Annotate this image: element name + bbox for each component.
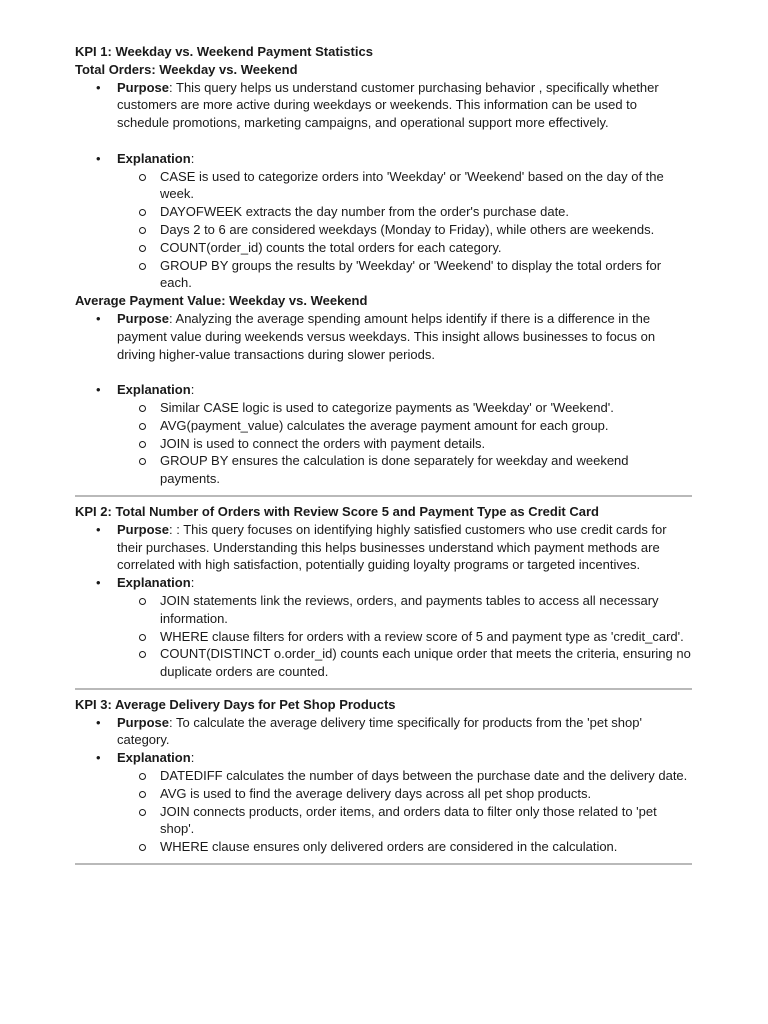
list-item	[117, 221, 692, 239]
document-content	[75, 43, 692, 871]
circle-bullet-icon	[139, 844, 146, 851]
kpi1-average-explanation-list	[75, 381, 692, 488]
circle-bullet-icon	[139, 598, 146, 605]
bullet-icon: •	[96, 310, 101, 326]
list-item-text: CASE is used to categorize orders into 'Weekday' or 'Weekend' based on the day of the week.	[160, 168, 664, 202]
bullet-icon: •	[96, 150, 101, 166]
purpose-text: : To calculate the average delivery time specifically for products from the 'pet shop' category.	[117, 714, 642, 748]
purpose-label: Purpose	[117, 714, 170, 730]
list-item-text: AVG(payment_value) calculates the average payment amount for each group.	[160, 417, 609, 433]
circle-bullet-icon	[139, 791, 146, 798]
circle-bullet-icon	[139, 209, 146, 216]
kpi2-title: KPI 2: Total Number of Orders with Review Score 5 and Payment Type as Credit Card	[75, 503, 599, 519]
kpi3-purpose	[75, 714, 692, 750]
section-divider	[75, 495, 692, 497]
kpi1-title: KPI 1: Weekday vs. Weekend Payment Statistics	[75, 44, 373, 59]
list-item	[117, 399, 692, 417]
kpi1-total-explanation	[75, 150, 692, 292]
kpi2-list	[75, 521, 692, 681]
circle-bullet-icon	[139, 405, 146, 412]
kpi1-total-sublist	[117, 168, 692, 293]
kpi3-sublist	[117, 767, 692, 856]
kpi1-total-heading: Total Orders: Weekday vs. Weekend	[75, 61, 298, 77]
explanation-label: Explanation	[117, 750, 191, 766]
list-item-text: Days 2 to 6 are considered weekdays (Monday to Friday), while others are weekends.	[160, 221, 655, 237]
explanation-colon: :	[190, 382, 195, 398]
list-item-text: WHERE clause ensures only delivered orders are considered in the calculation.	[160, 839, 618, 855]
bullet-icon: •	[96, 714, 101, 730]
section-divider	[75, 688, 692, 690]
kpi1-average-heading: Average Payment Value: Weekday vs. Weekend	[75, 293, 368, 309]
kpi2-explanation	[75, 574, 692, 681]
list-item	[117, 592, 692, 628]
circle-bullet-icon	[139, 245, 146, 252]
list-item	[117, 168, 692, 204]
purpose-label: Purpose	[117, 521, 170, 537]
kpi1-average-list	[75, 310, 692, 363]
purpose-text: : This query helps us understand customer purchasing behavior , specifically whether customers are more active during weekdays or weekends. This information can be used to schedule promotions, marketing campaigns, and operational support more effectively.	[117, 79, 659, 131]
list-item	[117, 838, 692, 856]
bullet-icon: •	[96, 750, 101, 766]
list-item	[117, 645, 692, 681]
purpose-label: Purpose	[117, 79, 170, 95]
kpi1-average-explanation	[75, 381, 692, 488]
circle-bullet-icon	[139, 651, 146, 658]
explanation-colon: :	[190, 750, 195, 766]
list-item	[117, 767, 692, 785]
list-item-text: AVG is used to find the average delivery days across all pet shop products.	[160, 785, 592, 801]
purpose-text: : Analyzing the average spending amount helps identify if there is a difference in the payment value during weekends versus weekdays. This insight allows businesses to focus on driving higher-value transactions during slower periods.	[117, 310, 656, 362]
explanation-label: Explanation	[117, 150, 191, 166]
list-item-text: JOIN connects products, order items, and orders data to filter only those related to 'pet shop'.	[160, 803, 657, 837]
kpi3-section	[75, 696, 692, 856]
kpi3-title: KPI 3: Average Delivery Days for Pet Shop Products	[75, 696, 396, 712]
circle-bullet-icon	[139, 227, 146, 234]
list-item-text: Similar CASE logic is used to categorize payments as 'Weekday' or 'Weekend'.	[160, 399, 614, 415]
spacer	[75, 363, 692, 381]
bullet-icon: •	[96, 382, 101, 398]
list-item	[117, 203, 692, 221]
kpi1-total-explanation-list	[75, 150, 692, 292]
list-item-text: GROUP BY groups the results by 'Weekday' or 'Weekend' to display the total orders for each.	[160, 257, 662, 291]
list-item-text: DAYOFWEEK extracts the day number from the order's purchase date.	[160, 204, 570, 220]
list-item-text: JOIN is used to connect the orders with payment details.	[160, 435, 486, 451]
bullet-icon: •	[96, 521, 101, 537]
kpi1-section	[75, 43, 692, 488]
spacer	[75, 132, 692, 150]
circle-bullet-icon	[139, 174, 146, 181]
circle-bullet-icon	[139, 423, 146, 430]
list-item	[117, 417, 692, 435]
purpose-label: Purpose	[117, 310, 170, 326]
kpi1-total-purpose	[75, 79, 692, 132]
purpose-text: : : This query focuses on identifying highly satisfied customers who use credit cards for their purchases. Understanding this helps businesses understand which payment methods are correlated with high satisfaction, potentially guiding loyalty programs or targeted incentives.	[117, 521, 667, 573]
list-item	[117, 785, 692, 803]
kpi1-average-purpose	[75, 310, 692, 363]
circle-bullet-icon	[139, 773, 146, 780]
kpi2-section	[75, 503, 692, 681]
list-item-text: WHERE clause filters for orders with a review score of 5 and payment type as 'credit_card'.	[160, 628, 684, 644]
kpi2-purpose	[75, 521, 692, 574]
list-item	[117, 435, 692, 453]
circle-bullet-icon	[139, 809, 146, 816]
section-divider	[75, 863, 692, 865]
explanation-colon: :	[190, 575, 195, 591]
kpi2-sublist	[117, 592, 692, 681]
bullet-icon: •	[96, 575, 101, 591]
bullet-icon: •	[96, 79, 101, 95]
list-item	[117, 239, 692, 257]
kpi1-average-sublist	[117, 399, 692, 488]
circle-bullet-icon	[139, 634, 146, 641]
list-item	[117, 257, 692, 293]
list-item	[117, 452, 692, 488]
list-item-text: GROUP BY ensures the calculation is done separately for weekday and weekend payments.	[160, 453, 629, 487]
list-item	[117, 803, 692, 839]
explanation-label: Explanation	[117, 382, 191, 398]
kpi3-list	[75, 714, 692, 856]
list-item-text: JOIN statements link the reviews, orders, and payments tables to access all necessary information.	[160, 592, 659, 626]
list-item-text: COUNT(order_id) counts the total orders for each category.	[160, 239, 502, 255]
list-item	[117, 628, 692, 646]
list-item-text: COUNT(DISTINCT o.order_id) counts each unique order that meets the criteria, ensuring no duplicate orders are counted.	[160, 646, 691, 680]
circle-bullet-icon	[139, 441, 146, 448]
explanation-label: Explanation	[117, 575, 191, 591]
circle-bullet-icon	[139, 458, 146, 465]
circle-bullet-icon	[139, 263, 146, 270]
kpi1-total-list	[75, 79, 692, 132]
list-item-text: DATEDIFF calculates the number of days between the purchase date and the delivery date.	[160, 768, 688, 784]
kpi3-explanation	[75, 749, 692, 856]
explanation-colon: :	[190, 150, 195, 166]
